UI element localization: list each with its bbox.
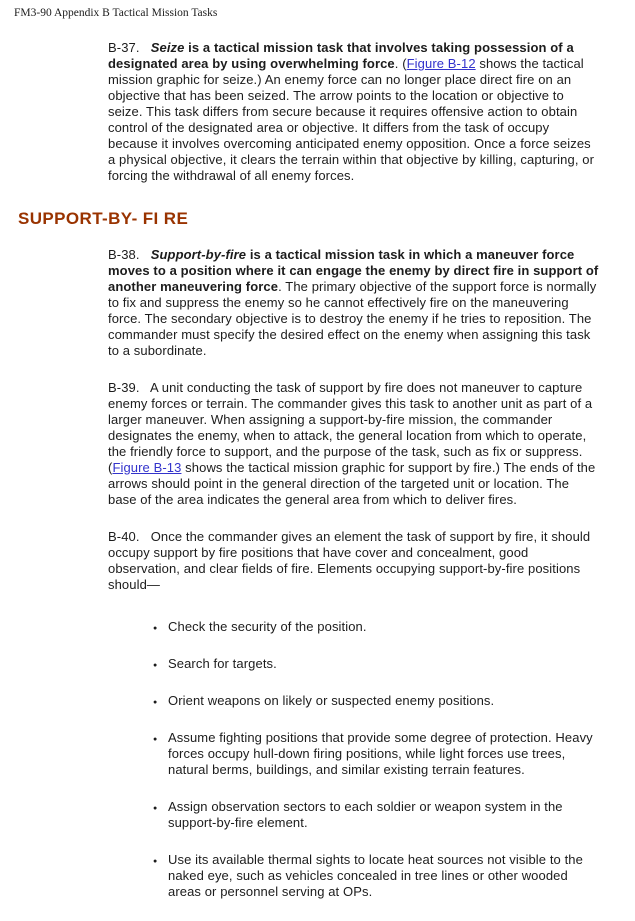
support-by-fire-checklist — [108, 619, 600, 900]
text-segment: . ( — [394, 56, 407, 71]
text-segment: B-38. — [108, 247, 151, 262]
text-segment: Seize — [150, 40, 185, 55]
paragraph-b39 — [108, 380, 600, 508]
text-segment: is a tactical mission task that involves taking possession of a designated area by using overwhelming force — [108, 40, 578, 71]
text-segment: B-37. — [108, 40, 151, 55]
text-segment: . The primary objective of the support force is normally to fix and suppress the enemy so he cannot effectively fire on the maneuvering force. The secondary objective is to destroy the enemy if he tries to reposition. The commander must specify the desired effect on the enemy when assigning this task to a subordinate. — [108, 279, 601, 358]
text-segment: B-40. Once the commander gives an element the task of support by fire, it should occupy support by fire positions that have cover and concealment, good observation, and clear fields of fire. Elements occupying support-by-fire positions should— — [108, 529, 594, 592]
bullet-item: ● Assign observation sectors to each soldier or weapon system in the support-by-fire element. — [168, 799, 600, 831]
page-header-title: FM3-90 Appendix B Tactical Mission Tasks — [14, 7, 218, 19]
text-segment: Support-by-fire — [150, 247, 247, 262]
bullet-item: ● Search for targets. — [168, 656, 600, 672]
bullet-item: ● Use its available thermal sights to locate heat sources not visible to the naked eye, such as vehicles concealed in tree lines or other wooded areas or personnel serving at OPs. — [168, 852, 600, 900]
bullet-item: ● Check the security of the position. — [168, 619, 600, 635]
bullet-item: ● Orient weapons on likely or suspected enemy positions. — [168, 693, 600, 709]
section-heading-support-by-fire: SUPPORT-BY- FI RE — [18, 209, 189, 228]
paragraph-b38 — [108, 247, 603, 359]
document-content — [18, 40, 603, 900]
bullet-item: ● Assume fighting positions that provide some degree of protection. Heavy forces occupy hull-down firing positions, while light forces use trees, natural berms, buildings, and similar existing terrain features. — [168, 730, 600, 778]
text-segment: is a tactical mission task in which a maneuver force moves to a position where it can engage the enemy by direct fire in support of another maneuvering force — [108, 247, 603, 294]
text-segment: shows the tactical mission graphic for seize.) An enemy force can no longer place direct fire on an objective that has been seized. The arrow points to the location or objective to seize. This task differs from secure because it requires offensive action to obtain control of the designated area or objective. It differs from the task of occupy because it involves overcoming anticipated enemy opposition. Once a force seizes a physical objective, it clears the terrain within that objective by killing, capturing, or forcing the withdrawal of all enemy forces. — [108, 56, 598, 183]
paragraph-b37 — [108, 40, 600, 184]
text-segment: B-39. A unit conducting the task of support by fire does not maneuver to capture enemy forces or terrain. The commander gives this task to another unit as part of a larger maneuver. When assigning a support-by-fire mission, the commander designates the enemy, when to attack, the general location from which to operate, the friendly force to support, and the purpose of the task, such as fix or suppress. ( — [108, 380, 596, 475]
figure-b12-link[interactable]: Figure B-12 — [406, 56, 476, 71]
paragraph-b40 — [108, 529, 600, 593]
text-segment: shows the tactical mission graphic for support by fire.) The ends of the arrows should point in the general direction of the targeted unit or location. The base of the area indicates the general area from which to deliver fires. — [108, 460, 600, 507]
figure-b13-link[interactable]: Figure B-13 — [112, 460, 182, 475]
